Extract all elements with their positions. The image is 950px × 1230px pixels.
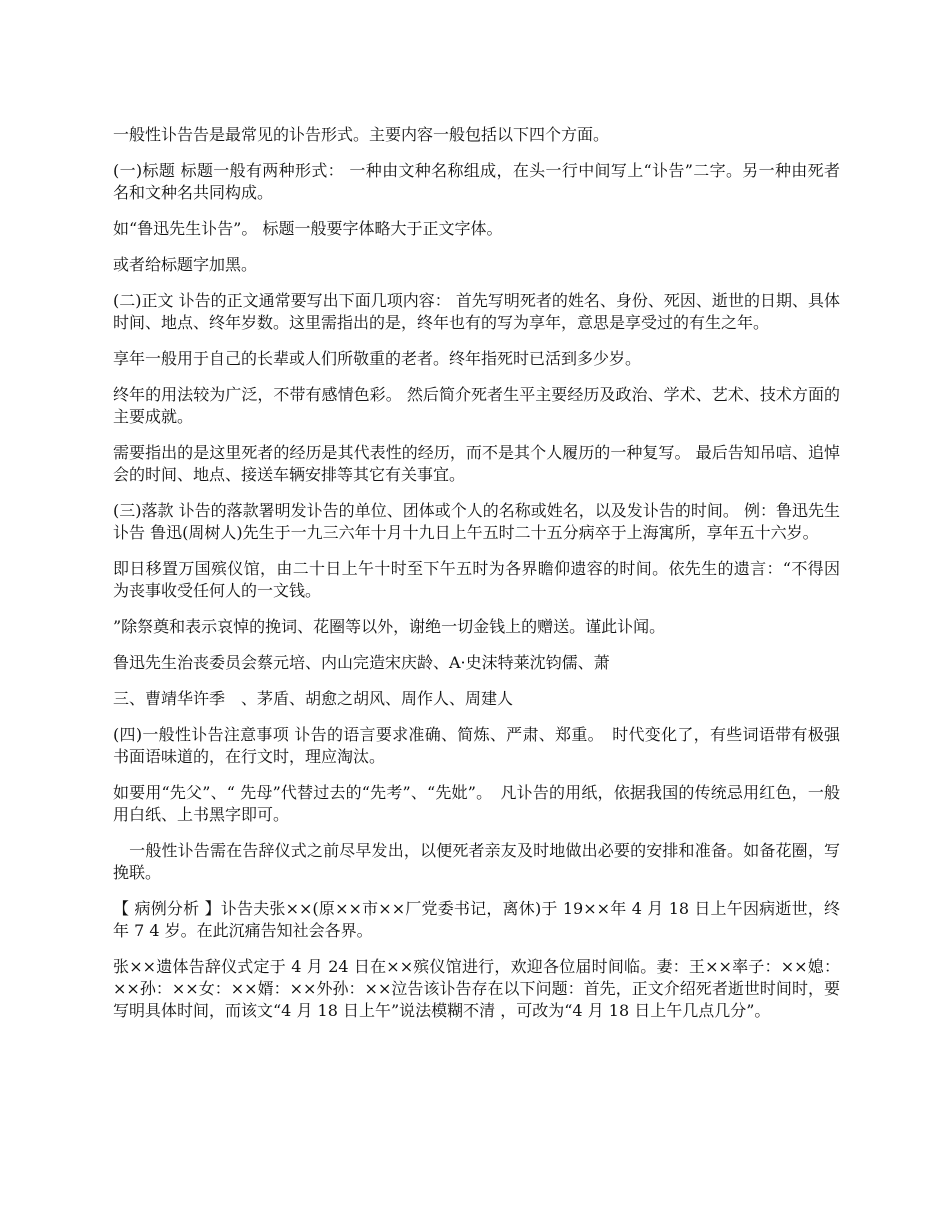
paragraph-xiangnian: 享年一般用于自己的长辈或人们所敬重的老者。终年指死时已活到多少岁。: [113, 349, 642, 368]
paragraph-case-analysis: 【 病例分析 】讣告夫张××(原××市××厂党委书记，离休)于 19××年 4 月 18 日上午因病逝世，终年 7 4 岁。在此沉痛告知社会各界。: [113, 899, 840, 940]
paragraph-title-bold: 或者给标题字加黑。: [113, 255, 258, 274]
paragraph-timing: 一般性讣告需在告辞仪式之前尽早发出，以便死者亲友及时地做出必要的安排和准备。如备花圈，写挽联。: [113, 841, 840, 882]
paragraph-committee-1: 鲁迅先生治丧委员会蔡元培、内山完造宋庆龄、A·史沫特莱沈钧儒、萧: [113, 653, 610, 672]
paragraph-title-example: 如“鲁迅先生讣告”。 标题一般要字体略大于正文字体。: [113, 219, 503, 238]
paragraph-signature-section: (三)落款 讣告的落款署明发讣告的单位、团体或个人的名称或姓名，以及发讣告的时间。 例：鲁迅先生讣告 鲁迅(周树人)先生于一九三六年十月十九日上午五时二十五分病卒于上海寓所，享年五十六岁。: [113, 501, 840, 542]
paragraph-intro: 一般性讣告告是最常见的讣告形式。主要内容一般包括以下四个方面。: [113, 125, 610, 144]
paragraph-body-section: (二)正文 讣告的正文通常要写出下面几项内容： 首先写明死者的姓名、身份、死因、逝世的日期、具体时间、地点、终年岁数。这里需指出的是，终年也有的写为享年，意思是享受过的有生之年。: [113, 291, 840, 332]
paragraph-zhongnian: 终年的用法较为广泛，不带有感情色彩。 然后简介死者生平主要经历及政治、学术、艺术、技术方面的主要成就。: [113, 385, 840, 426]
paragraph-funeral-home: 即日移置万国殡仪馆，由二十日上午十时至下午五时为各界瞻仰遗容的时间。依先生的遗言：“不得因为丧事收受任何人的一文钱。: [113, 559, 840, 600]
paragraph-experience: 需要指出的是这里死者的经历是其代表性的经历，而不是其个人履历的一种复写。 最后告知吊唁、追悼会的时间、地点、接送车辆安排等其它有关事宜。: [113, 443, 840, 484]
paragraph-wording: 如要用“先父”、“ 先母”代替过去的“先考”、“先妣”。 凡讣告的用纸，依据我国的传统忌用红色，一般用白纸、上书黑字即可。: [113, 783, 840, 824]
paragraph-notes-section: (四)一般性讣告注意事项 讣告的语言要求准确、简炼、严肃、郑重。 时代变化了，有些词语带有极强书面语味道的，在行文时，理应淘汰。: [113, 725, 840, 766]
paragraph-committee-2: 三、曹靖华许季 、茅盾、胡愈之胡风、周作人、周建人: [113, 689, 514, 708]
paragraph-case-problems: 张××遗体告辞仪式定于 4 月 24 日在××殡仪馆进行，欢迎各位届时间临。妻：王××率子：××媳：××孙：××女：××婿：××外孙：××泣告该讣告存在以下问题：首先，正文介绍死者逝世时间时，要写明具体时间，而该文“4 月 18 日上午”说法模糊不清 ，可改为“4 月 18 日上午几点几分”。: [113, 957, 840, 1020]
paragraph-no-gifts: ”除祭奠和表示哀悼的挽词、花圈等以外，谢绝一切金钱上的赠送。谨此讣闻。: [113, 617, 666, 636]
paragraph-title-section: (一)标题 标题一般有两种形式： 一种由文种名称组成，在头一行中间写上“讣告”二字。另一种由死者名和文种名共同构成。: [113, 161, 840, 202]
document-body: [113, 124, 840, 1036]
